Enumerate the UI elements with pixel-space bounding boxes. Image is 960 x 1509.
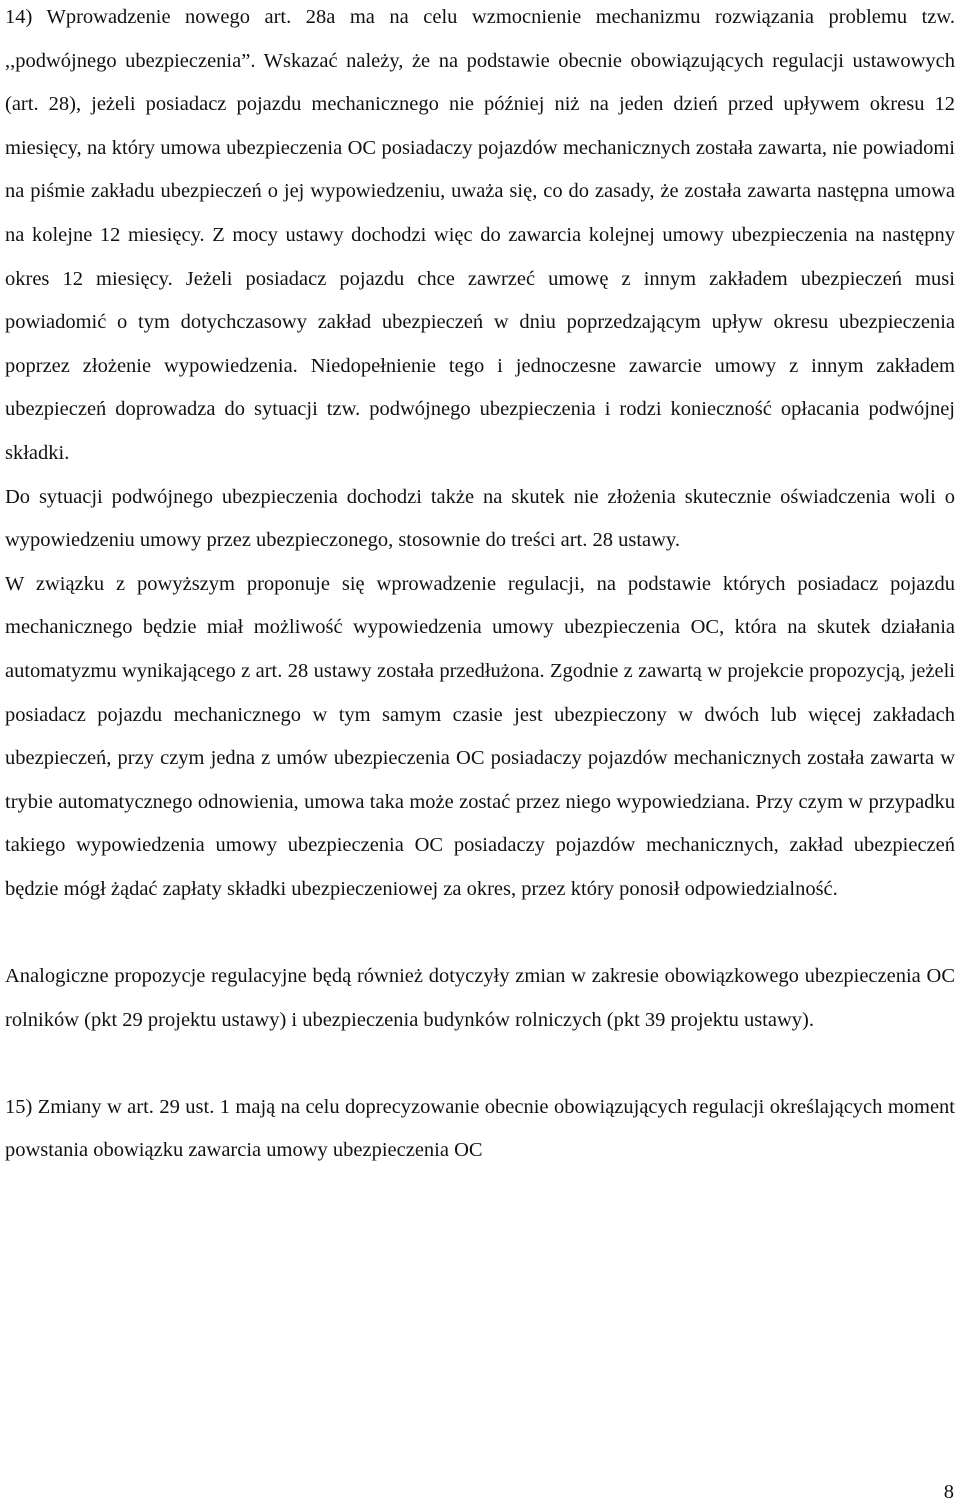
paragraph-analogous: Analogiczne propozycje regulacyjne będą również dotyczyły zmian w zakresie obowiązkowego ubezpieczenia OC rolników (pkt 29 projektu ustawy) i ubezpieczenia budynków rolniczych (pkt 39 projektu ustawy). <box>5 965 955 1031</box>
paragraph-proposal: W związku z powyższym proponuje się wprowadzenie regulacji, na podstawie których posiadacz pojazdu mechanicznego będzie miał możliwość wypowiedzenia umowy ubezpieczenia OC, która na skutek działania automatyzmu wynikającego z art. 28 ustawy została przedłużona. Zgodnie z zawartą w projekcie propozycją, jeżeli posiadacz pojazdu mechanicznego w tym samym czasie jest ubezpieczony w dwóch lub więcej zakładach ubezpieczeń, przy czym jedna z umów ubezpieczenia OC posiadaczy pojazdów mechanicznych została zawarta w trybie automatycznego odnowienia, umowa taka może zostać przez niego wypowiedziana. Przy czym w przypadku takiego wypowiedzenia umowy ubezpieczenia OC posiadaczy pojazdów mechanicznych, zakład ubezpieczeń będzie mógł żądać zapłaty składki ubezpieczeniowej za okres, przez który ponosił odpowiedzialność. <box>5 572 955 900</box>
paragraph-gap <box>5 911 955 955</box>
page-number: 8 <box>943 1481 954 1503</box>
paragraph-double-insurance: Do sytuacji podwójnego ubezpieczenia dochodzi także na skutek nie złożenia skutecznie oświadczenia woli o wypowiedzeniu umowy przez ubezpieczonego, stosownie do treści art. 28 ustawy. <box>5 485 955 552</box>
document-body <box>5 0 955 1173</box>
paragraph-14: 14) Wprowadzenie nowego art. 28a ma na celu wzmocnienie mechanizmu rozwiązania problemu tzw. ,,podwójnego ubezpieczenia”. Wskazać należy, że na podstawie obecnie obowiązujących regulacji ustawowych (art. 28), jeżeli posiadacz pojazdu mechanicznego nie później niż na jeden dzień przed upływem okresu 12 miesięcy, na który umowa ubezpieczenia OC posiadaczy pojazdów mechanicznych została zawarta, nie powiadomi na piśmie zakładu ubezpieczeń o jej wypowiedzeniu, uważa się, co do zasady, że została zawarta następna umowa na kolejne 12 miesięcy. Z mocy ustawy dochodzi więc do zawarcia kolejnej umowy ubezpieczenia na następny okres 12 miesięcy. Jeżeli posiadacz pojazdu chce zawrzeć umowę z innym zakładem ubezpieczeń musi powiadomić o tym dotychczasowy zakład ubezpieczeń w dniu poprzedzającym upływ okresu ubezpieczenia poprzez złożenie wypowiedzenia. Niedopełnienie tego i jednoczesne zawarcie umowy z innym zakładem ubezpieczeń doprowadza do sytuacji tzw. podwójnego ubezpieczenia i rodzi konieczność opłacania podwójnej składki. <box>5 6 955 464</box>
paragraph-15: 15) Zmiany w art. 29 ust. 1 mają na celu doprecyzowanie obecnie obowiązujących regulacji określających moment powstania obowiązku zawarcia umowy ubezpieczenia OC <box>5 1095 955 1162</box>
paragraph-gap <box>5 1042 955 1086</box>
